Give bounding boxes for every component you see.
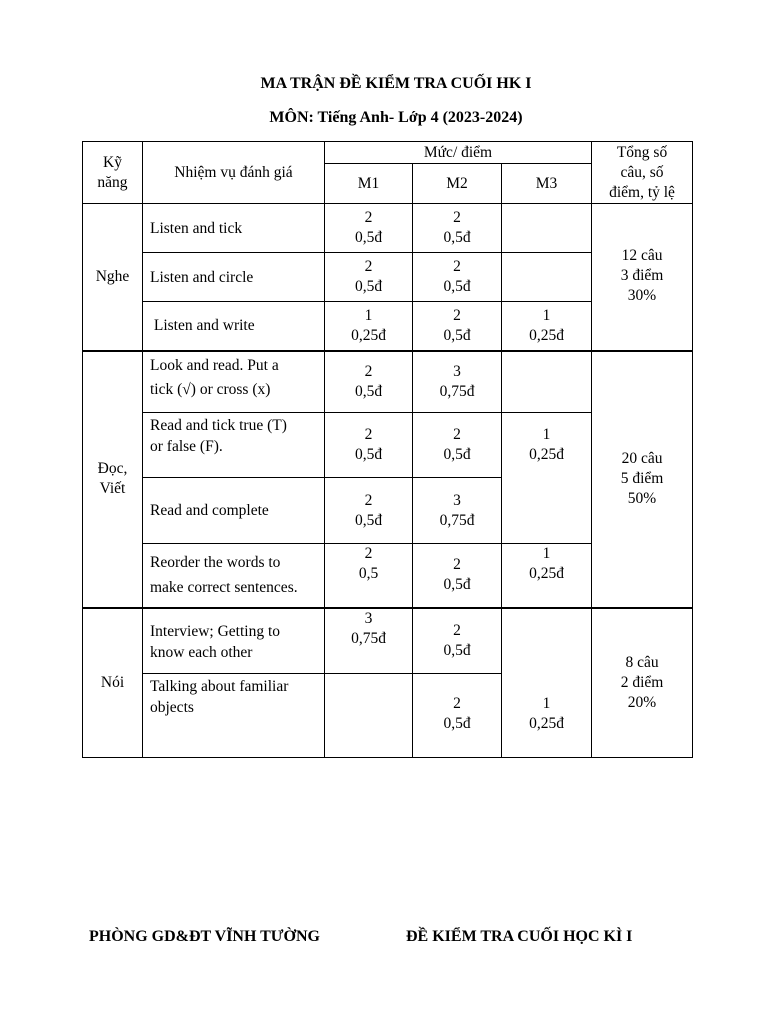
task-cell: Interview; Getting to know each other xyxy=(143,608,325,674)
m3-cell xyxy=(502,351,592,413)
task-cell: Read and tick true (T) or false (F). xyxy=(143,413,325,478)
m1-cell: 3 0,75đ xyxy=(325,608,413,674)
header-m2: M2 xyxy=(413,164,502,204)
m1-cell xyxy=(325,674,413,758)
task-cell: Read and complete xyxy=(143,478,325,544)
m3-cell xyxy=(502,204,592,253)
m2-cell: 2 0,5đ xyxy=(413,204,502,253)
task-cell: Look and read. Put a tick (√) or cross (x) xyxy=(143,351,325,413)
m3-cell xyxy=(502,253,592,302)
task-cell: Listen and write xyxy=(143,302,325,351)
document-subtitle: MÔN: Tiếng Anh- Lớp 4 (2023-2024) xyxy=(269,109,523,126)
m2-cell: 2 0,5đ xyxy=(413,544,502,608)
m2-cell: 3 0,75đ xyxy=(413,478,502,544)
document-title: MA TRẬN ĐỀ KIỂM TRA CUỐI HK I xyxy=(260,75,532,92)
m1-cell: 2 0,5đ xyxy=(325,253,413,302)
m3-cell: 1 0,25đ xyxy=(502,674,592,758)
total-doc-viet: 20 câu 5 điểm 50% xyxy=(592,351,693,608)
m1-cell: 1 0,25đ xyxy=(325,302,413,351)
total-noi: 8 câu 2 điểm 20% xyxy=(592,608,693,758)
m2-cell: 3 0,75đ xyxy=(413,351,502,413)
m3-cell: 1 0,25đ xyxy=(502,544,592,608)
header-m1: M1 xyxy=(325,164,413,204)
header-total: Tổng số câu, số điểm, tỷ lệ xyxy=(592,142,693,204)
m3-cell xyxy=(502,608,592,674)
table-row xyxy=(83,351,693,413)
footer-department: PHÒNG GD&ĐT VĨNH TƯỜNG xyxy=(89,928,320,945)
m3-cell xyxy=(502,478,592,544)
m2-cell: 2 0,5đ xyxy=(413,413,502,478)
assessment-matrix-table xyxy=(82,141,693,758)
header-skill: Kỹ năng xyxy=(83,142,143,204)
task-cell: Listen and circle xyxy=(143,253,325,302)
m1-cell: 2 0,5 xyxy=(325,544,413,608)
header-task: Nhiệm vụ đánh giá xyxy=(143,142,325,204)
header-level: Mức/ điểm xyxy=(325,142,592,164)
m1-cell: 2 0,5đ xyxy=(325,351,413,413)
total-nghe: 12 câu 3 điểm 30% xyxy=(592,204,693,351)
footer-exam-title: ĐỀ KIỂM TRA CUỐI HỌC KÌ I xyxy=(406,928,633,945)
task-cell: Listen and tick xyxy=(143,204,325,253)
m3-cell: 1 0,25đ xyxy=(502,302,592,351)
table-row xyxy=(83,608,693,674)
skill-doc-viet: Đọc, Viết xyxy=(83,351,143,608)
m3-cell: 1 0,25đ xyxy=(502,413,592,478)
task-cell: Reorder the words to make correct sentences. xyxy=(143,544,325,608)
skill-nghe: Nghe xyxy=(83,204,143,351)
task-cell: Talking about familiar objects xyxy=(143,674,325,758)
m2-cell: 2 0,5đ xyxy=(413,608,502,674)
m2-cell: 2 0,5đ xyxy=(413,253,502,302)
table-row xyxy=(83,204,693,253)
m1-cell: 2 0,5đ xyxy=(325,413,413,478)
m2-cell: 2 0,5đ xyxy=(413,674,502,758)
m1-cell: 2 0,5đ xyxy=(325,204,413,253)
m2-cell: 2 0,5đ xyxy=(413,302,502,351)
skill-noi: Nói xyxy=(83,608,143,758)
header-m3: M3 xyxy=(502,164,592,204)
m1-cell: 2 0,5đ xyxy=(325,478,413,544)
